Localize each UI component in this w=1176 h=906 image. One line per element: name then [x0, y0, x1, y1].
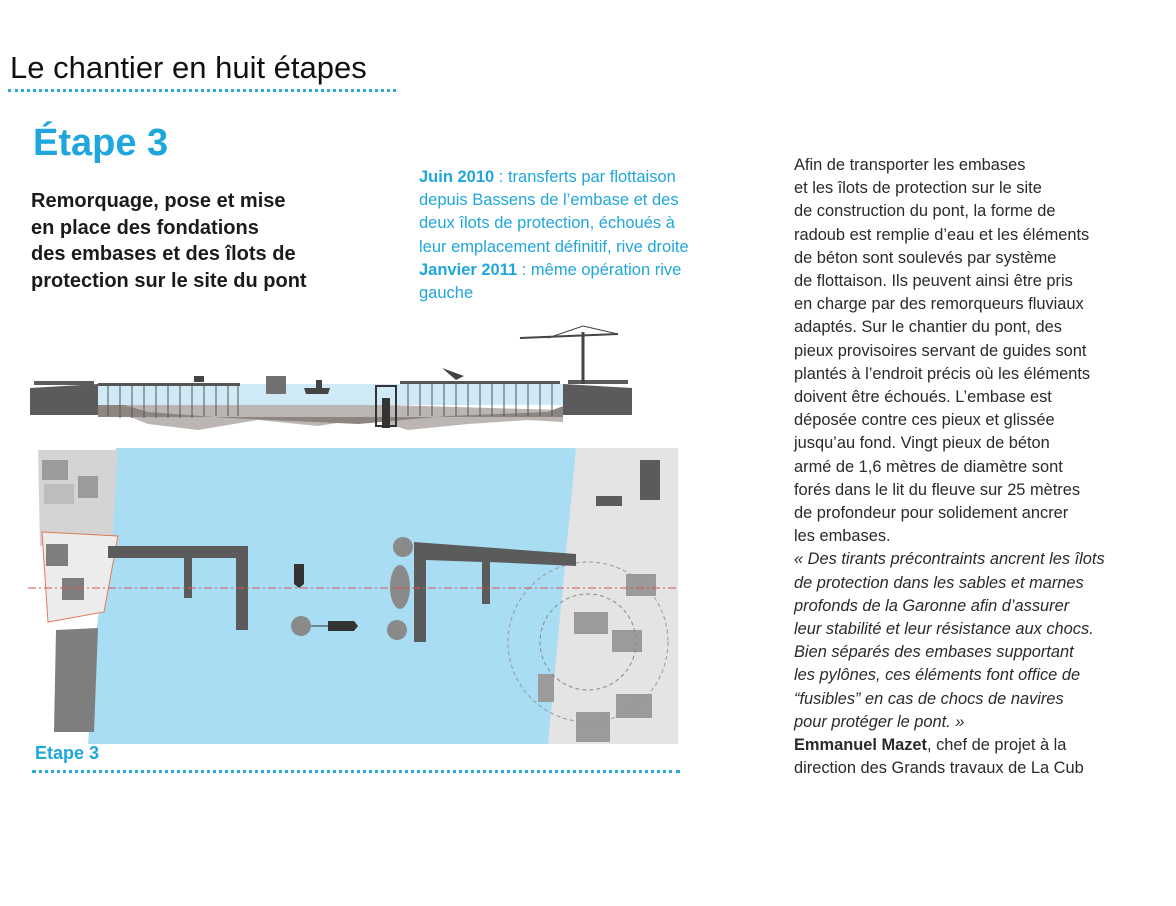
caption-divider — [32, 770, 680, 773]
subtitle-line: en place des fondations — [31, 216, 259, 239]
author-role: , chef de projet à la — [926, 736, 1067, 755]
quote-block — [794, 548, 1124, 734]
paragraph-line: armé de 1,6 mètres de diamètre sont — [794, 457, 1063, 476]
article-paragraph — [794, 154, 1124, 548]
paragraph-line: Afin de transporter les embases — [794, 156, 1026, 174]
paragraph-line: en charge par des remorqueurs fluviaux — [794, 295, 1084, 314]
quote-line: “fusibles” en cas de chocs de navires — [794, 689, 1064, 708]
subtitle-line: des embases et des îlots de — [31, 243, 296, 265]
timeline-text: leur emplacement définitif, rive droite — [419, 237, 689, 256]
paragraph-line: pieux provisoires servant de guides sont — [794, 341, 1087, 360]
construction-diagram — [28, 312, 683, 744]
paragraph-line: de profondeur pour solidement ancrer — [794, 504, 1069, 523]
paragraph-line: adaptés. Sur le chantier du pont, des — [794, 318, 1062, 337]
quote-line: leur stabilité et leur résistance aux chocs. — [794, 620, 1094, 639]
subtitle-line: Remorquage, pose et mise — [31, 190, 286, 212]
quote-line: « Des tirants précontraints ancrent les îlots — [794, 550, 1105, 569]
paragraph-line: de flottaison. Ils peuvent ainsi être pris — [794, 272, 1073, 291]
paragraph-line: doivent être échoués. L’embase est — [794, 388, 1052, 407]
timeline-text: gauche — [419, 284, 474, 303]
timeline-date-june-2010: Juin 2010 — [419, 168, 495, 186]
quote-line: de protection dans les sables et marnes — [794, 573, 1084, 592]
paragraph-line: les embases. — [794, 527, 891, 546]
timeline-text: : transferts par flottaison — [494, 168, 676, 186]
quote-line: profonds de la Garonne afin d’assurer — [794, 596, 1070, 615]
step-heading: Étape 3 — [33, 122, 169, 164]
plan-view — [28, 448, 683, 744]
paragraph-line: et les îlots de protection sur le site — [794, 179, 1042, 198]
timeline-date-jan-2011: Janvier 2011 — [419, 260, 518, 279]
section-title: Le chantier en huit étapes — [10, 50, 367, 85]
title-divider — [8, 89, 396, 92]
paragraph-line: radoub est remplie d’eau et les éléments — [794, 225, 1090, 244]
paragraph-line: forés dans le lit du fleuve sur 25 mètres — [794, 480, 1081, 499]
figure-caption: Etape 3 — [35, 743, 100, 763]
paragraph-line: de construction du pont, la forme de — [794, 202, 1056, 221]
quote-line: les pylônes, ces éléments font office de — [794, 666, 1081, 685]
paragraph-line: déposée contre ces pieux et glissée — [794, 411, 1055, 430]
quote-attribution — [794, 734, 1124, 780]
timeline-text: depuis Bassens de l’embase et des — [419, 191, 679, 210]
subtitle-line: protection sur le site du pont — [31, 269, 307, 292]
timeline-text: deux îlots de protection, échoués à — [419, 214, 675, 233]
paragraph-line: plantés à l’endroit précis où les éléments — [794, 364, 1091, 383]
author-name: Emmanuel Mazet — [794, 736, 927, 755]
author-role: direction des Grands travaux de La Cub — [794, 759, 1084, 778]
timeline-text: : même opération rive — [517, 260, 682, 279]
paragraph-line: jusqu’au fond. Vingt pieux de béton — [794, 434, 1050, 453]
step-subtitle — [31, 188, 361, 294]
timeline-block — [419, 166, 719, 305]
quote-line: pour protéger le pont. » — [794, 712, 965, 731]
quote-line: Bien séparés des embases supportant — [794, 643, 1074, 662]
paragraph-line: de béton sont soulevés par système — [794, 248, 1057, 267]
article-body — [794, 154, 1124, 780]
